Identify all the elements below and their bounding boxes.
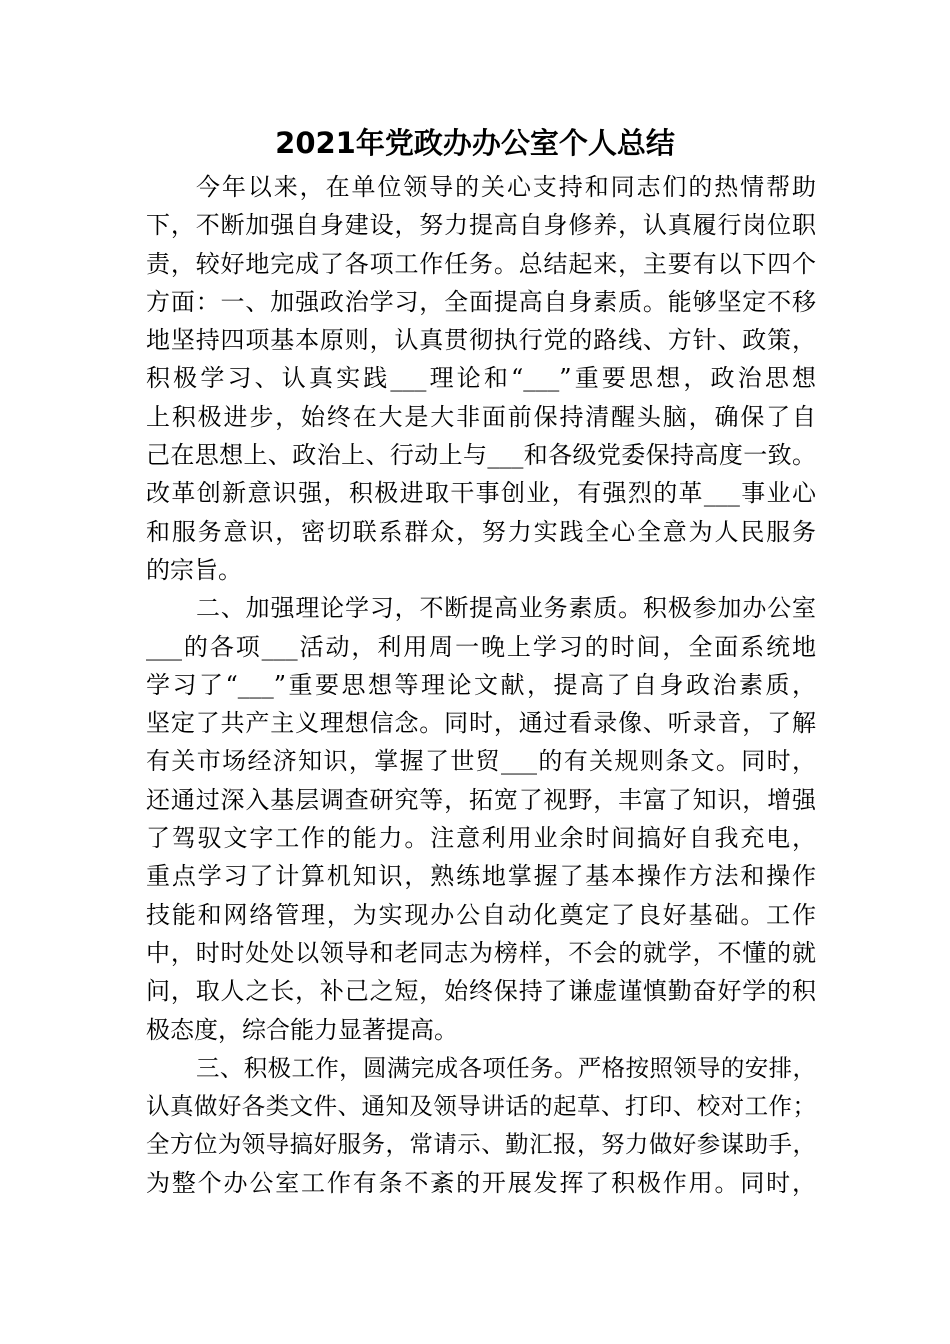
text-line: 为整个办公室工作有条不紊的开展发挥了积极作用。同时， <box>146 1168 816 1197</box>
text-line: 重点学习了计算机知识，熟练地掌握了基本操作方法和操作 <box>146 862 816 891</box>
text-line: 改革创新意识强，积极进取干事创业，有强烈的革___事业心 <box>146 479 816 508</box>
text-line: 全方位为领导搞好服务，常请示、勤汇报，努力做好参谋助手， <box>146 1130 816 1159</box>
text-line: 方面：一、加强政治学习，全面提高自身素质。能够坚定不移 <box>146 287 816 316</box>
text-line: 二、加强理论学习，不断提高业务素质。积极参加办公室 <box>196 594 816 623</box>
text-line: 坚定了共产主义理想信念。同时，通过看录像、听录音，了解 <box>146 709 816 738</box>
text-line: 学习了“___”重要思想等理论文献，提高了自身政治素质， <box>146 670 816 699</box>
text-line: ___的各项___活动，利用周一晚上学习的时间，全面系统地 <box>146 632 816 661</box>
text-line: 有关市场经济知识，掌握了世贸___的有关规则条文。同时， <box>146 747 816 776</box>
text-line: 积极学习、认真实践___理论和“___”重要思想，政治思想 <box>146 364 816 393</box>
text-line: 技能和网络管理，为实现办公自动化奠定了良好基础。工作 <box>146 900 816 929</box>
text-line: 三、积极工作，圆满完成各项任务。严格按照领导的安排， <box>196 1053 816 1082</box>
text-line: 的宗旨。 <box>146 555 242 584</box>
text-line: 责，较好地完成了各项工作任务。总结起来，主要有以下四个 <box>146 249 816 278</box>
text-line: 下，不断加强自身建设，努力提高自身修养，认真履行岗位职 <box>146 211 816 240</box>
text-line: 认真做好各类文件、通知及领导讲话的起草、打印、校对工作； <box>146 1092 816 1121</box>
text-line: 极态度，综合能力显著提高。 <box>146 1015 458 1044</box>
document-body <box>146 168 816 1202</box>
text-line: 问，取人之长，补己之短，始终保持了谦虚谨慎勤奋好学的积 <box>146 977 816 1006</box>
text-line: 和服务意识，密切联系群众，努力实践全心全意为人民服务 <box>146 517 816 546</box>
text-line: 己在思想上、政治上、行动上与___和各级党委保持高度一致。 <box>146 441 816 470</box>
text-line: 还通过深入基层调查研究等，拓宽了视野，丰富了知识，增强 <box>146 785 816 814</box>
text-line: 地坚持四项基本原则，认真贯彻执行党的路线、方针、政策， <box>146 326 816 355</box>
text-line: 中，时时处处以领导和老同志为榜样，不会的就学，不懂的就 <box>146 938 816 967</box>
text-line: 上积极进步，始终在大是大非面前保持清醒头脑，确保了自 <box>146 402 816 431</box>
document-title: 2021年党政办办公室个人总结 <box>275 126 675 160</box>
text-line: 了驾驭文字工作的能力。注意利用业余时间搞好自我充电， <box>146 824 816 853</box>
text-line: 今年以来，在单位领导的关心支持和同志们的热情帮助 <box>196 173 816 201</box>
